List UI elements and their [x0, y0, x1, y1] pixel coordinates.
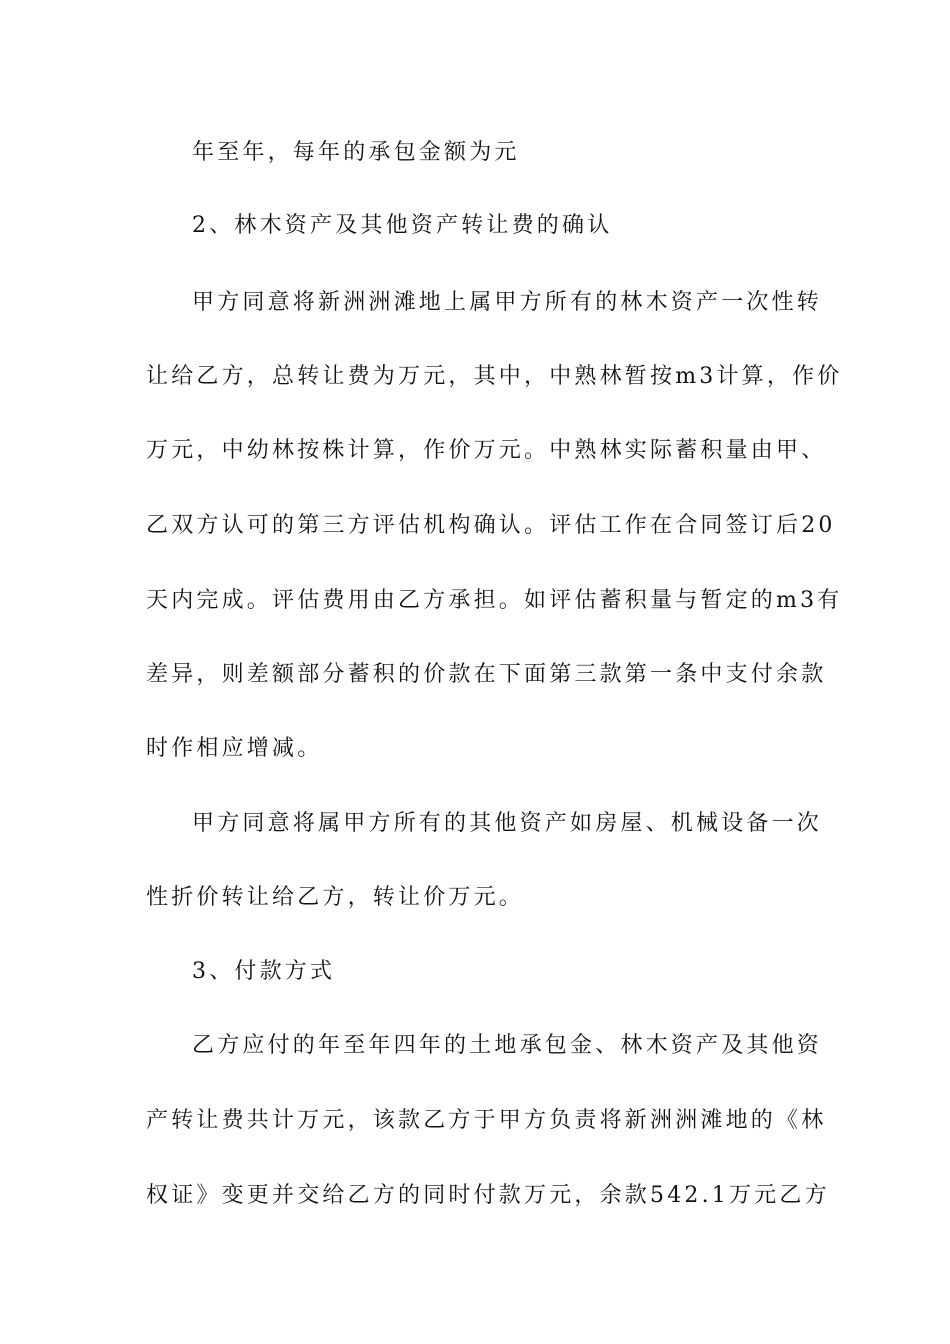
paragraph-line: 甲方同意将新洲洲滩地上属甲方所有的林木资产一次性转 [192, 290, 823, 315]
paragraph-line: 让给乙方，总转让费为万元，其中，中熟林暂按m3计算，作价 [146, 364, 843, 389]
paragraph-line: 甲方同意将属甲方所有的其他资产如房屋、机械设备一次 [192, 811, 823, 836]
section-heading: 2、林木资产及其他资产转让费的确认 [192, 213, 613, 238]
paragraph-line: 时作相应增减。 [146, 736, 323, 761]
paragraph-line: 万元，中幼林按株计算，作价万元。中熟林实际蓄积量由甲、 [146, 438, 827, 463]
paragraph-line: 性折价转让给乙方，转让价万元。 [146, 885, 525, 910]
paragraph-line: 差异，则差额部分蓄积的价款在下面第三款第一条中支付余款 [146, 662, 827, 687]
paragraph-line: 乙方应付的年至年四年的土地承包金、林木资产及其他资 [192, 1033, 823, 1058]
section-heading: 3、付款方式 [192, 959, 336, 984]
paragraph-line: 产转让费共计万元，该款乙方于甲方负责将新洲洲滩地的《林 [146, 1108, 827, 1133]
paragraph-line: 乙双方认可的第三方评估机构确认。评估工作在合同签订后20 [146, 513, 836, 538]
text-line: 年至年，每年的承包金额为元 [192, 140, 520, 165]
paragraph-line: 天内完成。评估费用由乙方承担。如评估蓄积量与暂定的m3有 [146, 588, 843, 613]
paragraph-line: 权证》变更并交给乙方的同时付款万元，余款542.1万元乙方 [146, 1183, 830, 1208]
